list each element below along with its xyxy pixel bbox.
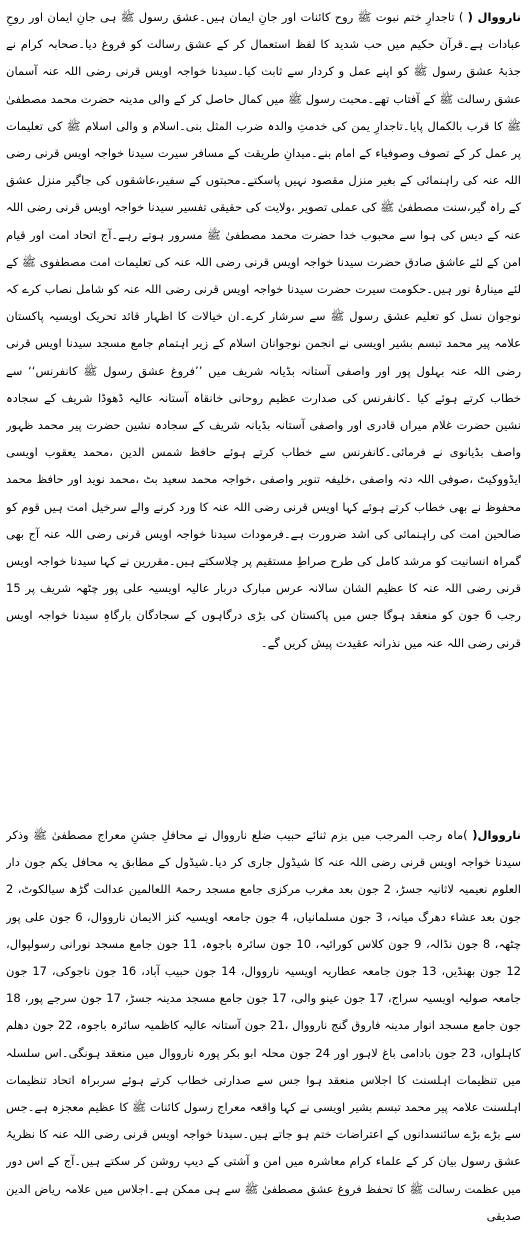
- dateline: نارووال(: [472, 828, 521, 842]
- article-paragraph: [6, 822, 521, 1230]
- article-urs-conference: [6, 4, 521, 794]
- article-separator: [6, 794, 521, 822]
- article-body: )ماہ رجب المرجب میں بزم ثنائے حبیب ضلع نارووال نے محافلِ جشنِ معراج مصطفیٰ ﷺ وذکر سیدنا خواجہ اویس قرنی رضی اللہ عنہ کا شیڈول جاری کر دیا۔شیڈول کے مطابق یہ محافل یکم جون دار العلوم نعیمیہ لاثانیہ جسڑ، 2 جون بعد مغرب مرکزی جامع مسجد رحمۃ اللعالمین عدالت گڑھ سیالکوٹ، 2 جون بعد عشاء دھرگ میانہ، 3 جون مسلمانیاں، 4 جون جامعہ اویسیہ کنز الایمان نارووال، 6 جون علی پور چٹھہ، 8 جون نڈالہ، 9 جون کلاس کورائیہ، 10 جون سائرہ باجوہ، 11 جون جامع مسجد نورانی رسولپوال، 12 جون بھنڈیں، 13 جون جامعہ عطاریہ اویسیہ نارووال، 14 جون حبیب آباد، 16 جون ناجوکی، 17 جون جامعہ صولیہ اویسیہ سراج، 17 جون عینو والی، 17 جون جامع مسجد مدینہ جسڑ، 17 جون سرجے پور، 18 جون جامع مسجد انوار مدینہ فاروق گنج نارووال ،21 جون آستانہ عالیہ کاظمیہ سائرہ باجوہ، 22 جون دھلم کاہلواں، 23 جون بادامی باغ لاہور اور 24 جون محلہ ابو بکر پورہ نارووال میں منعقد ہونگی۔اس سلسلہ میں تنظیمات اہلسنت کا اجلاس منعقد ہوا جس سے صدارتی خطاب کرتے ہوئے سربراہ اتحاد تنظیمات اہلسنت علامہ پیر محمد تبسم بشیر اویسی نے کہا واقعہ معراج رسول کائنات ﷺ کا عظیم معجزہ ہے۔جس سے بڑے بڑے سائنسدانوں کے اعتراضات ختم ہو جاتے ہیں۔سیدنا خواجہ اویس قرنی رضی اللہ عنہ کا نظریۂ عشق رسول بیان کر کے علماء کرام معاشرہ میں امن و آشتی کے دیپ روشن کر سکتے ہیں۔آج کے اس دور میں عظمت رسالت ﷺ کا تحفظ فروغ عشق مصطفیٰ ﷺ سے ہی ممکن ہے۔اجلاس میں علامہ ریاض الدین صدیقی: [6, 828, 521, 1223]
- dateline: نارووال (: [467, 10, 521, 24]
- article-paragraph: [6, 4, 521, 657]
- article-body: ) تاجدارِ ختم نبوت ﷺ روح کائنات اور جانِ ایمان ہیں۔عشق رسول ﷺ ہی جانِ ایمان اور روحِ عبادات ہے۔قرآن حکیم میں حب شدید کا لفظ استعمال کر کے عشق رسالت کو فروغ دیا۔صحابہ کرام نے جذبۂ عشق رسول ﷺ کو اپنے عمل و کردار سے ثابت کیا۔سیدنا خواجہ اویس قرنی رضی اللہ عنہ آسمان عشق رسالت ﷺ کے آفتاب تھے۔محبت رسول ﷺ میں کمال حاصل کر کے والی مدینہ حضرت محمد مصطفیٰ ﷺ کا قرب بالکمال پایا۔تاجدارِ یمن کی خدمتِ والدہ ضرب المثل بنی۔اسلام و والی اسلام ﷺ کی تعلیمات پر عمل کر کے تصوف وصوفیاء کے امام بنے۔میدانِ طریقت کے مسافر سیرت سیدنا خواجہ اویس قرنی رضی اللہ عنہ کی راہنمائی کے بغیر منزل مقصود نہیں پاسکتے۔محبتوں کے سفیر،عاشقوں کی جاگیر منزل عشق کے راہ گیر،سنت مصطفیٰ ﷺ کی عملی تصویر ،ولایت کی حقیقی تفسیر سیدنا خواجہ اویس قرنی رضی اللہ عنہ کے دیس کی ہوا سے محبوب خدا حضرت محمد مصطفیٰ ﷺ مسرور ہوتے رہے۔آج اتحاد امت اور قیام امن کے لئے عاشق صادق حضرت سیدنا خواجہ اویس قرنی رضی اللہ عنہ کی تعلیمات امت مصطفوی ﷺ کے لئے مینارۂ نور ہیں۔حکومت سیرت حضرت سیدنا خواجہ اویس قرنی رضی اللہ عنہ کو شامل نصاب کرے کہ نوجوان نسل کو تعلیم عشق رسول ﷺ سے سرشار کرے۔ان خیالات کا اظہار قائد تحریک اویسیہ پاکستان علامہ پیر محمد تبسم بشیر اویسی نے انجمن نوجوانان اسلام کے زیر اہتمام جامع مسجد سیدنا اویس قرنی رضی اللہ عنہ بہلول پور اور واصفی آستانہ بڈیانہ شریف میں ’’فروغ عشق رسول ﷺ کانفرنس‘‘ سے خطاب کرتے ہوئے کیا ۔کانفرنس کی صدارت عظیم روحانی خانقاہ آستانہ عالیہ ڈھوڈا شریف کے سجادہ نشین حضرت غلام میراں قادری اور واصفی آستانہ بڈیانہ شریف کے سجادہ نشین حضرت پیر محمد ظہور واصف بڈیانوی نے فرمائی۔کانفرنس سے خطاب کرتے ہوئے حافظ شمس الدین ،محمد یعقوب اویسی ایڈووکیٹ ،صوفی اللہ دتہ واصفی ،خلیفہ تنویر واصفی ،خواجہ محمد سعید بٹ ،محمد نوید اور حافظ محمد محفوظ نے بھی خطاب کرتے ہوئے کہا اویس قرنی رضی اللہ عنہ کا ورد کرنے والے سرخیل امت ہیں قوم کو صالحین امت کی راہنمائی کی اشد ضرورت ہے۔فرمودات سیدنا خواجہ اویس قرنی رضی اللہ عنہ آج بھی گمراہ انسانیت کو مرشد کامل کی طرح صراطِ مستقیم پر چلاسکتے ہیں۔مقررین نے کہا سیدنا خواجہ اویس قرنی رضی اللہ عنہ کا عظیم الشان سالانہ عرس مبارک دربار عالیہ اویسیہ علی پور چٹھہ شریف پر 15 رجب 6 جون کو منعقد ہوگا جس میں پاکستان کی بڑی درگاہوں کے سجادگان بارگاہِ سیدنا خواجہ اویس قرنی رضی اللہ عنہ میں نذرانہ عقیدت پیش کریں گے۔: [6, 10, 521, 650]
- article-miraj-schedule: [6, 822, 521, 1258]
